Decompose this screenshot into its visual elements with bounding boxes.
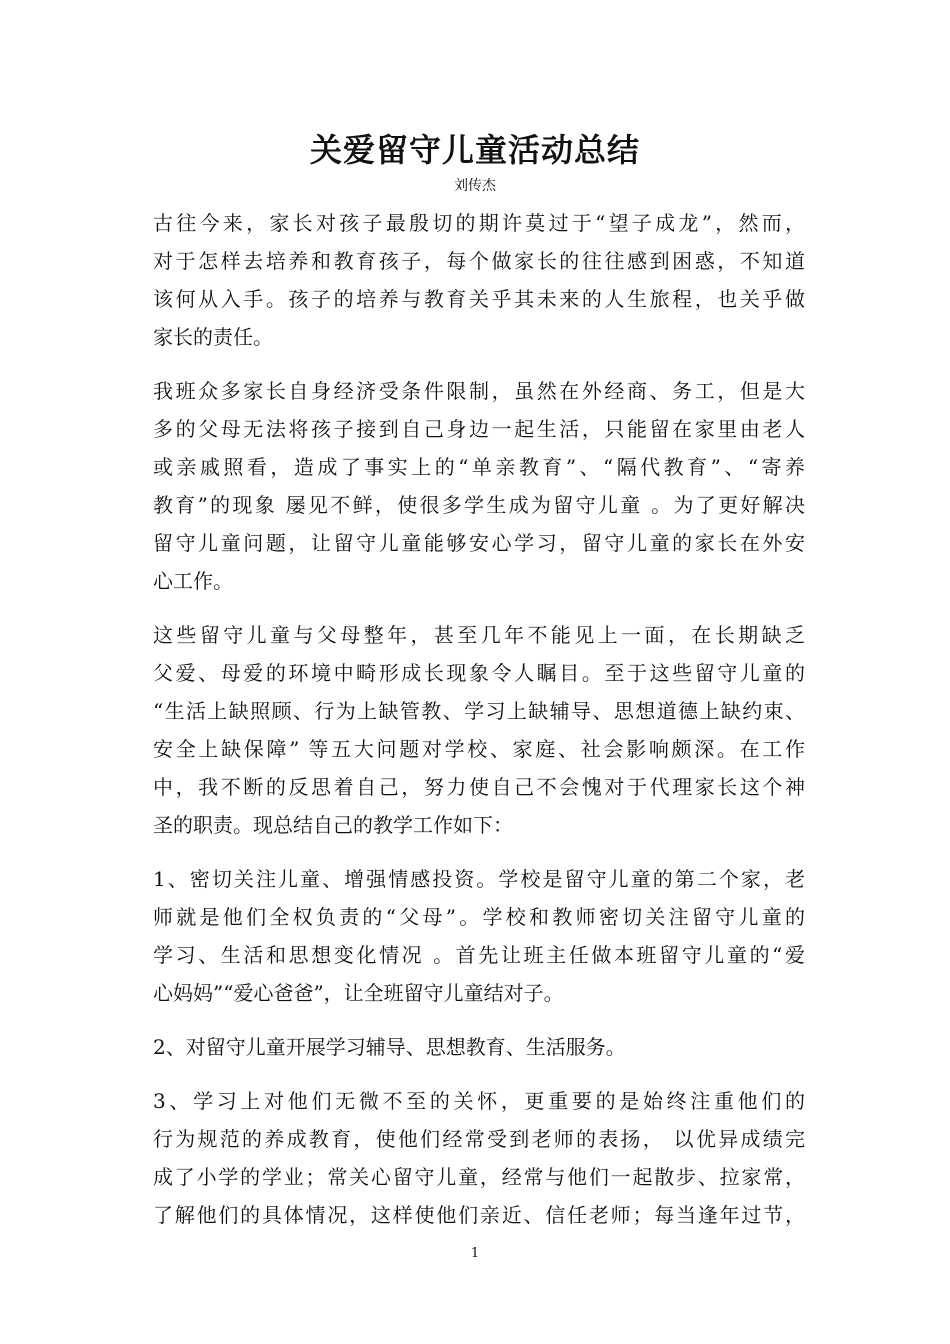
paragraph xyxy=(153,1082,805,1234)
page-number: 1 xyxy=(470,1246,480,1261)
paragraph-line: 安全上缺保障” 等五大问题对学校、家庭、社会影响颇深。在工作 xyxy=(153,737,805,761)
paragraph-line: 学习、生活和思想变化情况 。首先让班主任做本班留守儿童的“爱 xyxy=(153,943,805,967)
document-author: 刘传杰 xyxy=(454,178,496,194)
paragraph-line: 成了小学的学业；常关心留守儿童，经常与他们一起散步、拉家常， xyxy=(153,1165,805,1189)
paragraph-line: 行为规范的养成教育，使他们经常受到老师的表扬， 以优异成绩完 xyxy=(153,1127,805,1151)
paragraph-line: 教育”的现象 屡见不鲜，使很多学生成为留守儿童 。为了更好解决 xyxy=(153,493,805,517)
paragraph-line: 1、密切关注儿童、增强情感投资。学校是留守儿童的第二个家，老 xyxy=(153,867,805,891)
paragraph-line: 这些留守儿童与父母整年，甚至几年不能见上一面，在长期缺乏 xyxy=(153,623,805,647)
paragraph-line: “生活上缺照顾、行为上缺管教、学习上缺辅导、思想道德上缺约束、 xyxy=(153,699,805,723)
paragraph-line: 心工作。 xyxy=(153,569,233,593)
paragraph xyxy=(153,372,805,600)
paragraph-line: 古往今来，家长对孩子最殷切的期许莫过于“望子成龙”，然而， xyxy=(153,211,805,235)
paragraph-line: 3、学习上对他们无微不至的关怀，更重要的是始终注重他们的 xyxy=(153,1089,805,1113)
paragraph-line: 父爱、母爱的环境中畸形成长现象令人瞩目。至于这些留守儿童的 xyxy=(153,661,805,685)
paragraph-line: 2、对留守儿童开展学习辅导、思想教育、生活服务。 xyxy=(153,1035,626,1059)
paragraph xyxy=(153,204,805,356)
paragraph xyxy=(153,860,805,1012)
paragraph-line: 留守儿童问题，让留守儿童能够安心学习，留守儿童的家长在外安 xyxy=(153,531,805,555)
paragraph-line: 了解他们的具体情况，这样使他们亲近、信任老师；每当逢年过节， xyxy=(153,1203,805,1227)
paragraph-line: 对于怎样去培养和教育孩子，每个做家长的往往感到困惑，不知道 xyxy=(153,249,805,273)
paragraph-line: 中，我不断的反思着自己，努力使自己不会愧对于代理家长这个神 xyxy=(153,775,805,799)
paragraph xyxy=(153,616,805,844)
paragraph-line: 圣的职责。现总结自己的教学工作如下： xyxy=(153,813,513,837)
paragraph-line: 家长的责任。 xyxy=(153,325,273,349)
paragraph-line: 或亲戚照看，造成了事实上的“单亲教育”、“隔代教育”、“寄养 xyxy=(153,455,805,479)
paragraph-line: 师就是他们全权负责的“父母”。学校和教师密切关注留守儿童的 xyxy=(153,905,805,929)
document-body xyxy=(153,204,805,1250)
paragraph xyxy=(153,1028,805,1066)
document-title: 关爱留守儿童活动总结 xyxy=(309,131,640,169)
paragraph-line: 心妈妈”“爱心爸爸”，让全班留守儿童结对子。 xyxy=(153,981,564,1005)
paragraph-line: 该何从入手。孩子的培养与教育关乎其未来的人生旅程，也关乎做 xyxy=(153,287,805,311)
paragraph-line: 我班众多家长自身经济受条件限制，虽然在外经商、务工，但是大 xyxy=(153,379,805,403)
paragraph-line: 多的父母无法将孩子接到自己身边一起生活，只能留在家里由老人 xyxy=(153,417,805,441)
